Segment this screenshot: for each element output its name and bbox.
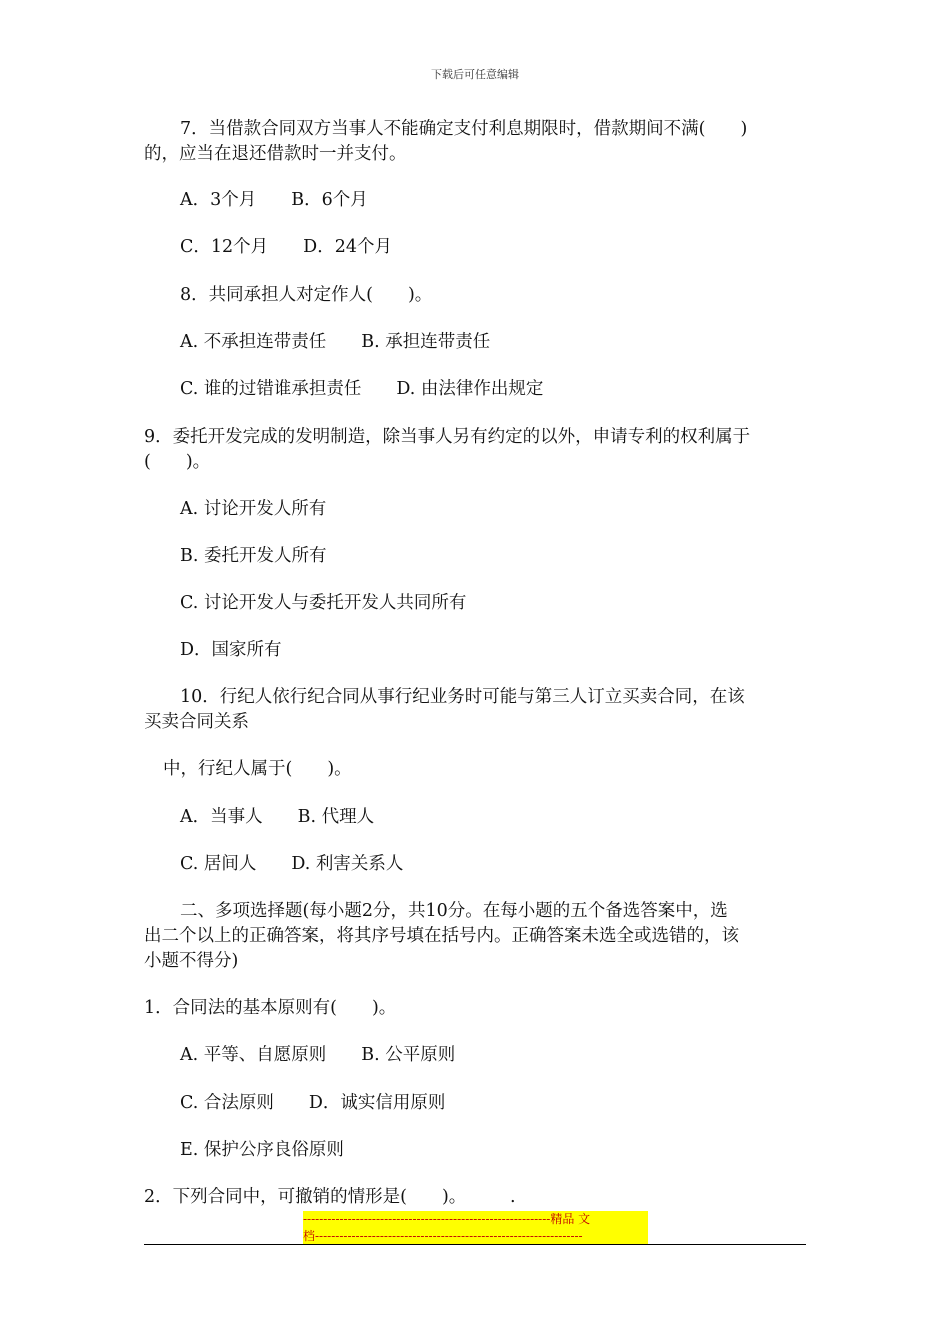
q10-stem-line3: 中，行纪人属于( )。 <box>163 759 352 779</box>
section2-heading-line2: 出二个以上的正确答案，将其序号填在括号内。正确答案未选全或选错的，该 <box>144 926 739 946</box>
footer-line1: -------------------------------------------------------------精品 文 <box>303 1211 648 1228</box>
page-header: 下载后可任意编辑 <box>431 68 519 81</box>
q10-options-cd: C. 居间人 D. 利害关系人 <box>180 854 404 874</box>
footer-watermark <box>303 1211 648 1245</box>
q7-stem-line2: 的，应当在退还借款时一并支付。 <box>144 144 407 164</box>
section2-heading-line1: 二、多项选择题(每小题2分，共10分。在每小题的五个备选答案中，选 <box>180 901 728 921</box>
footer-line2: 档------------------------------------------------------------------ <box>303 1228 648 1245</box>
footer-rule <box>144 1244 806 1245</box>
q9-stem-line2: ( )。 <box>144 452 211 472</box>
q7-options-ab: A．3个月 B．6个月 <box>180 190 368 210</box>
q9-option-c: C. 讨论开发人与委托开发人共同所有 <box>180 593 467 613</box>
q10-stem-line1: 10．行纪人依行纪合同从事行纪业务时可能与第三人订立买卖合同，在该 <box>180 687 745 707</box>
mq1-stem: 1．合同法的基本原则有( )。 <box>144 998 397 1018</box>
q9-option-d: D．国家所有 <box>180 640 282 660</box>
q9-option-a: A. 讨论开发人所有 <box>180 499 327 519</box>
q9-stem-line1: 9．委托开发完成的发明制造，除当事人另有约定的以外，申请专利的权利属于 <box>144 427 751 447</box>
q7-stem-line1: 7．当借款合同双方当事人不能确定支付利息期限时，借款期间不满( ) <box>180 119 748 139</box>
mq1-options-cd: C. 合法原则 D．诚实信用原则 <box>180 1093 446 1113</box>
mq2-stem: 2．下列合同中，可撤销的情形是( )。 . <box>144 1187 516 1207</box>
q7-options-cd: C．12个月 D．24个月 <box>180 237 392 257</box>
mq1-options-ab: A. 平等、自愿原则 B. 公平原则 <box>180 1045 456 1065</box>
q10-options-ab: A．当事人 B. 代理人 <box>180 807 375 827</box>
q8-stem: 8．共同承担人对定作人( )。 <box>180 285 433 305</box>
section2-heading-line3: 小题不得分) <box>144 951 239 971</box>
mq1-option-e: E. 保护公序良俗原则 <box>180 1140 344 1160</box>
q9-option-b: B. 委托开发人所有 <box>180 546 327 566</box>
q10-stem-line2: 买卖合同关系 <box>144 712 249 732</box>
q8-options-cd: C. 谁的过错谁承担责任 D. 由法律作出规定 <box>180 379 544 399</box>
q8-options-ab: A. 不承担连带责任 B. 承担连带责任 <box>180 332 491 352</box>
